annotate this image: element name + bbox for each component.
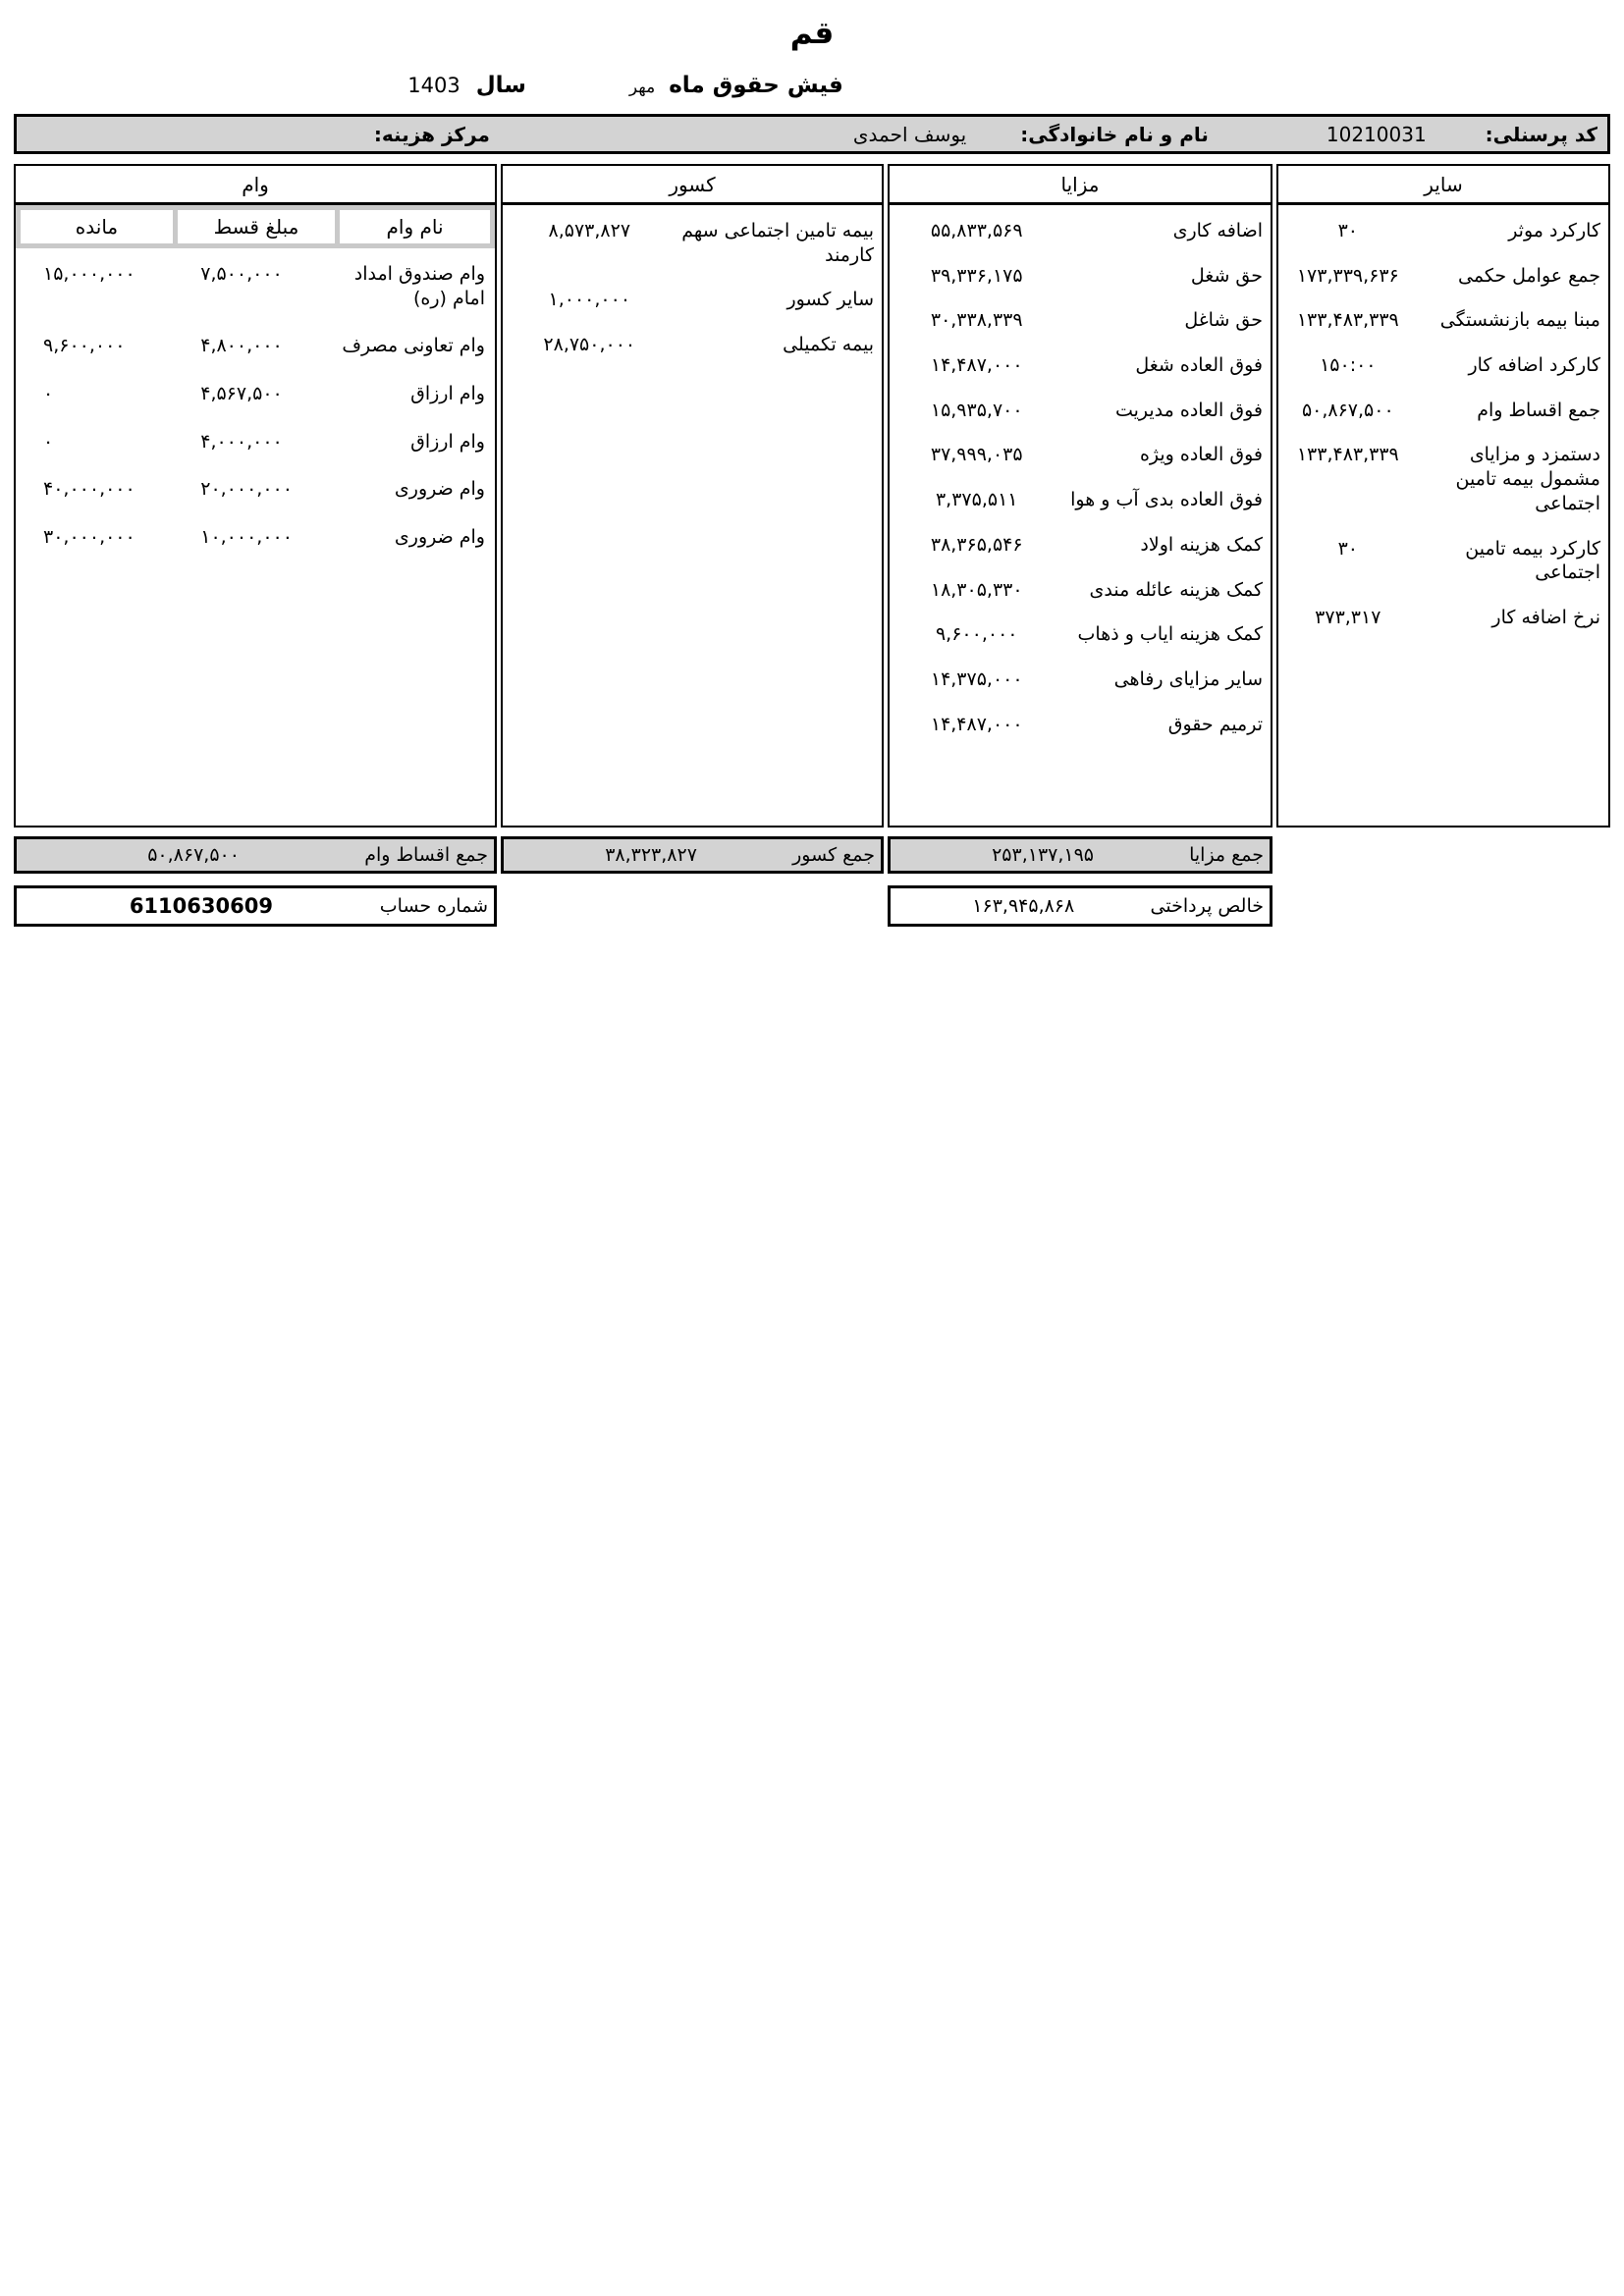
deduction-row <box>509 219 876 267</box>
benefit-row <box>895 264 1265 289</box>
benefit-row <box>895 219 1265 243</box>
row-label: اضافه کاری <box>1172 220 1263 241</box>
benefit-row <box>895 399 1265 423</box>
payslip-title: فیش حقوق ماه <box>669 73 843 98</box>
net-pay-value: ۱۶۳,۹۴۵,۸۶۸ <box>972 895 1075 917</box>
net-pay-band <box>888 885 1272 927</box>
row-value: ۳۰,۳۳۸,۳۳۹ <box>930 309 1023 332</box>
loan-balance: ۰ <box>43 430 54 453</box>
row-label: مبنا بیمه بازنشستگی <box>1439 309 1600 332</box>
deduction-row <box>509 333 876 357</box>
loan-installment-header: مبلغ قسط <box>178 210 335 243</box>
row-label: کمک هزینه عائله مندی <box>1089 578 1263 601</box>
row-label: کمک هزینه ایاب و ذهاب <box>1077 623 1263 646</box>
loan-row <box>22 262 489 310</box>
loan-name: وام ضروری <box>394 526 485 549</box>
benefit-row <box>895 533 1265 558</box>
benefits-column-title: مزایا <box>890 166 1271 205</box>
row-label: سایر کسور <box>786 289 874 311</box>
row-value: ۳,۳۷۵,۵۱۱ <box>935 489 1018 511</box>
loan-balance: ۴۰,۰۰۰,۰۰۰ <box>43 478 135 501</box>
row-label: حق شاغل <box>1184 309 1263 332</box>
row-value: ۳۷۳,۳۱۷ <box>1315 606 1381 628</box>
row-label: جمع عوامل حکمی <box>1458 264 1600 287</box>
row-value: ۱۳۳,۴۸۳,۳۳۹ <box>1296 309 1399 332</box>
deduction-row <box>509 288 876 312</box>
loan-name: وام تعاونی مصرف <box>342 335 485 357</box>
benefits-total-label: جمع مزایا <box>1189 844 1264 866</box>
other-row <box>1284 264 1602 289</box>
final-row <box>14 885 1610 927</box>
row-label: نرخ اضافه کار <box>1491 606 1600 628</box>
totals-row <box>14 836 1610 874</box>
benefit-row <box>895 578 1265 603</box>
row-label: بیمه تکمیلی <box>783 334 874 356</box>
other-row <box>1284 537 1602 585</box>
other-row <box>1284 399 1602 423</box>
benefit-row <box>895 667 1265 692</box>
city-title: قم <box>789 16 835 51</box>
row-value: ۱۵,۹۳۵,۷۰۰ <box>930 399 1023 421</box>
loans-total-band <box>14 836 497 874</box>
loan-installment: ۴,۸۰۰,۰۰۰ <box>200 335 283 357</box>
loans-column-body <box>16 248 495 826</box>
row-value: ۱۴,۳۷۵,۰۰۰ <box>930 667 1023 690</box>
row-label: ترمیم حقوق <box>1167 713 1263 735</box>
loan-balance: ۹,۶۰۰,۰۰۰ <box>43 335 126 357</box>
row-value: ۳۰ <box>1337 537 1359 560</box>
row-value: ۱۷۳,۳۳۹,۶۳۶ <box>1296 264 1399 287</box>
loan-balance-header: مانده <box>21 210 173 243</box>
loan-installment: ۱۰,۰۰۰,۰۰۰ <box>200 526 293 549</box>
other-column-title: سایر <box>1278 166 1608 205</box>
row-value: ۸,۵۷۳,۸۲۷ <box>548 220 631 241</box>
account-number-value: 6110630609 <box>129 894 273 918</box>
row-label: فوق العاده ویژه <box>1139 444 1263 466</box>
year-label: سال <box>475 73 526 98</box>
totals-spacer <box>1276 836 1610 874</box>
loan-row <box>22 525 489 550</box>
row-label: دستمزد و مزایای مشمول بیمه تامین اجتماعی <box>1455 444 1600 514</box>
final-spacer <box>501 885 884 927</box>
row-label: کمک هزینه اولاد <box>1140 533 1263 556</box>
benefit-row <box>895 353 1265 378</box>
other-column <box>1276 164 1610 828</box>
columns-container <box>14 164 1610 828</box>
row-value: ۹,۶۰۰,۰۰۰ <box>935 623 1018 646</box>
deductions-total-label: جمع کسور <box>792 844 875 866</box>
payslip-page <box>0 0 1624 927</box>
benefit-row <box>895 443 1265 467</box>
row-value: ۱۴,۴۸۷,۰۰۰ <box>930 713 1023 735</box>
identity-bar <box>14 114 1610 154</box>
row-value: ۳۹,۳۳۶,۱۷۵ <box>930 264 1023 287</box>
row-label: جمع اقساط وام <box>1477 399 1600 421</box>
row-value: ۳۷,۹۹۹,۰۳۵ <box>930 444 1023 466</box>
benefit-row <box>895 308 1265 333</box>
row-label: کارکرد موثر <box>1508 220 1600 241</box>
cost-center-label: مرکز هزینه: <box>373 122 490 146</box>
loan-row <box>22 382 489 406</box>
loan-name: وام ارزاق <box>410 430 485 453</box>
loans-total-label: جمع اقساط وام <box>364 844 488 866</box>
row-value: ۱۵۰:۰۰ <box>1320 354 1377 377</box>
deductions-total-value: ۳۸,۳۲۳,۸۲۷ <box>605 844 697 866</box>
deductions-total-band <box>501 836 884 874</box>
row-value: ۳۰ <box>1337 220 1359 241</box>
loans-total-value: ۵۰,۸۶۷,۵۰۰ <box>147 844 240 866</box>
row-label: بیمه تامین اجتماعی سهم کارمند <box>681 220 874 266</box>
final-spacer <box>1276 885 1610 927</box>
net-pay-label: خالص پرداختی <box>1150 895 1264 917</box>
loan-table-header <box>16 205 495 248</box>
loan-row <box>22 334 489 358</box>
benefits-column <box>888 164 1272 828</box>
row-label: کارکرد بیمه تامین اجتماعی <box>1465 537 1600 584</box>
benefit-row <box>895 713 1265 737</box>
row-label: فوق العاده بدی آب و هوا <box>1070 489 1263 511</box>
loan-name: وام ضروری <box>394 478 485 501</box>
loan-row <box>22 477 489 502</box>
row-value: ۵۵,۸۳۳,۵۶۹ <box>930 220 1023 241</box>
loan-name: وام ارزاق <box>410 383 485 405</box>
row-label: فوق العاده شغل <box>1135 354 1263 377</box>
deductions-column <box>501 164 884 828</box>
payslip-subtitle <box>407 73 843 98</box>
row-value: ۵۰,۸۶۷,۵۰۰ <box>1301 399 1394 421</box>
row-value: ۱۴,۴۸۷,۰۰۰ <box>930 354 1023 377</box>
loan-name-header: نام وام <box>340 210 490 243</box>
benefit-row <box>895 488 1265 512</box>
row-value: ۲۸,۷۵۰,۰۰۰ <box>543 334 636 356</box>
deductions-column-body <box>503 205 882 826</box>
other-row <box>1284 308 1602 333</box>
fullname-value: یوسف احمدی <box>852 122 967 146</box>
other-row <box>1284 606 1602 630</box>
row-value: ۱۳۳,۴۸۳,۳۳۹ <box>1296 444 1399 466</box>
account-number-label: شماره حساب <box>379 895 488 917</box>
row-value: ۱۸,۳۰۵,۳۳۰ <box>930 578 1023 601</box>
loan-installment: ۲۰,۰۰۰,۰۰۰ <box>200 478 293 501</box>
loan-balance: ۳۰,۰۰۰,۰۰۰ <box>43 526 135 549</box>
loan-balance: ۰ <box>43 383 54 405</box>
other-row <box>1284 353 1602 378</box>
row-label: فوق العاده مدیریت <box>1114 399 1263 421</box>
loan-installment: ۴,۵۶۷,۵۰۰ <box>200 383 283 405</box>
benefits-column-body <box>890 205 1271 826</box>
row-label: حق شغل <box>1190 264 1263 287</box>
row-value: ۳۸,۳۶۵,۵۴۶ <box>930 533 1023 556</box>
deductions-column-title: کسور <box>503 166 882 205</box>
loan-name: وام صندوق امداد امام (ره) <box>353 263 485 309</box>
benefits-total-band <box>888 836 1272 874</box>
row-label: سایر مزایای رفاهی <box>1113 667 1263 690</box>
loan-row <box>22 430 489 454</box>
loans-column-title: وام <box>16 166 495 205</box>
loans-column <box>14 164 497 828</box>
benefits-total-value: ۲۵۳,۱۳۷,۱۹۵ <box>992 844 1095 866</box>
row-label: کارکرد اضافه کار <box>1468 354 1600 377</box>
other-row <box>1284 219 1602 243</box>
personnel-code-value: 10210031 <box>1326 122 1427 146</box>
row-value: ۱,۰۰۰,۰۰۰ <box>548 289 631 311</box>
loan-balance: ۱۵,۰۰۰,۰۰۰ <box>43 263 135 285</box>
benefit-row <box>895 622 1265 647</box>
month-value: مهر <box>628 78 656 97</box>
account-band <box>14 885 497 927</box>
year-value: 1403 <box>407 74 460 97</box>
fullname-label: نام و نام خانوادگی: <box>1020 122 1209 146</box>
loan-installment: ۴,۰۰۰,۰۰۰ <box>200 430 283 453</box>
loan-installment: ۷,۵۰۰,۰۰۰ <box>200 263 283 285</box>
other-row <box>1284 443 1602 515</box>
personnel-code-label: کد پرسنلی: <box>1485 122 1597 146</box>
other-column-body <box>1278 205 1608 826</box>
